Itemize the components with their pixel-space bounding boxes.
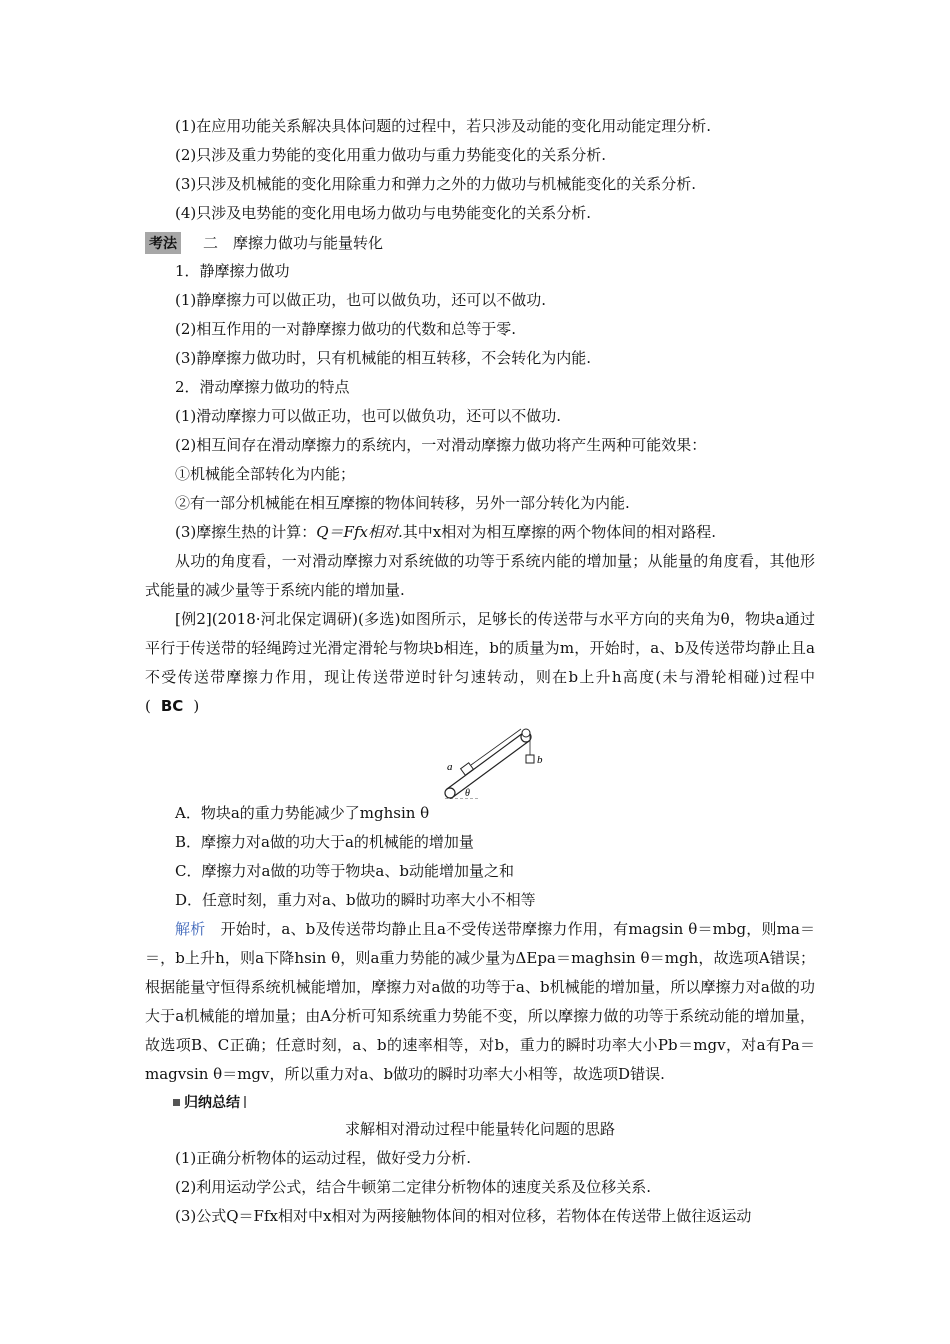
summary-badge-text: 归纳总结 xyxy=(184,1095,240,1111)
pulley-icon xyxy=(522,729,530,737)
part2-summary: 从功的角度看，一对滑动摩擦力对系统做的功等于系统内能的增加量；从能量的角度看，其他形式能量的减少量等于系统内能的增加量. xyxy=(145,552,815,599)
label-b: b xyxy=(537,754,543,766)
summary-badge xyxy=(145,1089,815,1115)
intro-item-4: (4)只涉及电势能的变化用电场力做功与电势能变化的关系分析. xyxy=(175,204,592,222)
lower-roller-icon xyxy=(445,788,455,798)
part1-item-2: (2)相互作用的一对静摩擦力做功的代数和总等于零. xyxy=(175,320,517,338)
heat-suffix: 其中x相对为相互摩擦的两个物体间的相对路程. xyxy=(402,523,716,541)
part2-heat-line xyxy=(145,518,815,547)
example-stem-text: [例2](2018·河北保定调研)(多选)如图所示，足够长的传送带与水平方向的夹角为θ，物块a通过平行于传送带的轻绳跨过光滑定滑轮与物块b相连，b的质量为m，开始时，a、b及传送带均静止且a不受传送带摩擦力作用，现让传送带逆时针匀速转动，则在b上升h高度(未与滑轮相碰)过程中( xyxy=(145,610,815,715)
option-d: D．任意时刻，重力对a、b做功的瞬时功率大小不相等 xyxy=(175,891,536,909)
document-page xyxy=(145,112,815,1231)
intro-item-3: (3)只涉及机械能的变化用除重力和弹力之外的力做功与机械能变化的关系分析. xyxy=(175,175,697,193)
example-stem-end: ) xyxy=(193,697,200,715)
option-list xyxy=(145,799,815,915)
example-answer: BC xyxy=(160,697,184,715)
square-bullet-icon xyxy=(173,1099,180,1106)
part2-item-2: (2)相互间存在滑动摩擦力的系统内，一对滑动摩擦力做功将产生两种可能效果： xyxy=(175,436,707,454)
conveyor-figure xyxy=(145,721,815,799)
summary-title: 求解相对滑动过程中能量转化问题的思路 xyxy=(344,1120,615,1138)
example-stem xyxy=(145,605,815,721)
belt-top-edge xyxy=(447,733,523,789)
part1-heading: 1．静摩擦力做功 xyxy=(175,262,290,280)
part2-heading: 2．滑动摩擦力做功的特点 xyxy=(175,378,350,396)
label-a: a xyxy=(447,761,453,773)
analysis-text: 开始时，a、b及传送带均静止且a不受传送带摩擦力作用，有magsin θ＝mbg，则ma＝＝，b上升h，则a下降hsin θ，则a重力势能的减少量为ΔEpa＝maghsin θ＝mgh，故选项A错误；根据能量守恒得系统机械能增加，摩擦力对a做的功等于a、b机械能的增加量，所以摩擦力对a做的功大于a机械能的增加量；由A分析可知系统重力势能不变，所以摩擦力做的功等于系统动能的增加量，故选项B、C正确；任意时刻，a、b的速率相等，对b，重力的瞬时功率大小Pb＝mgv，对a有Pa＝magvsin θ＝mgv，所以重力对a、b做功的瞬时功率大小相等，故选项D错误. xyxy=(145,920,815,1083)
section-title: 二 摩擦力做功与能量转化 xyxy=(203,234,384,252)
analysis-label: 解析 xyxy=(175,920,206,938)
intro-item-2: (2)只涉及重力势能的变化用重力做功与重力势能变化的关系分析. xyxy=(175,146,607,164)
block-b-icon xyxy=(526,755,534,763)
intro-item-1: (1)在应用功能关系解决具体问题的过程中，若只涉及动能的变化用动能定理分析. xyxy=(175,117,712,135)
heat-formula: Q＝Ffx相对. xyxy=(316,523,403,541)
section-badge: 考法 xyxy=(145,232,181,254)
part2-item-1: (1)滑动摩擦力可以做正功，也可以做负功，还可以不做功. xyxy=(175,407,562,425)
rope-line xyxy=(471,729,521,765)
analysis-paragraph xyxy=(145,915,815,1089)
option-b: B．摩擦力对a做的功大于a的机械能的增加量 xyxy=(175,833,474,851)
label-theta: θ xyxy=(465,788,470,799)
part1-item-3: (3)静摩擦力做功时，只有机械能的相互转移，不会转化为内能. xyxy=(175,349,592,367)
option-a: A．物块a的重力势能减少了mghsin θ xyxy=(175,804,430,822)
part2-item-4: ②有一部分机械能在相互摩擦的物体间转移，另外一部分转化为内能. xyxy=(175,494,630,512)
option-c: C．摩擦力对a做的功等于物块a、b动能增加量之和 xyxy=(175,862,514,880)
bar-marker-icon xyxy=(244,1096,246,1108)
part2-item-3: ①机械能全部转化为内能； xyxy=(175,465,356,483)
summary-item-3: (3)公式Q＝Ffx相对中x相对为两接触物体间的相对位移，若物体在传送带上做往返运动 xyxy=(175,1207,752,1225)
part1-item-1: (1)静摩擦力可以做正功，也可以做负功，还可以不做功. xyxy=(175,291,547,309)
heat-prefix: (3)摩擦生热的计算： xyxy=(175,523,317,541)
conveyor-diagram xyxy=(145,721,815,799)
summary-item-2: (2)利用运动学公式，结合牛顿第二定律分析物体的速度关系及位移关系. xyxy=(175,1178,652,1196)
summary-item-1: (1)正确分析物体的运动过程，做好受力分析. xyxy=(175,1149,472,1167)
section-heading xyxy=(145,228,815,257)
intro-list xyxy=(145,112,815,228)
